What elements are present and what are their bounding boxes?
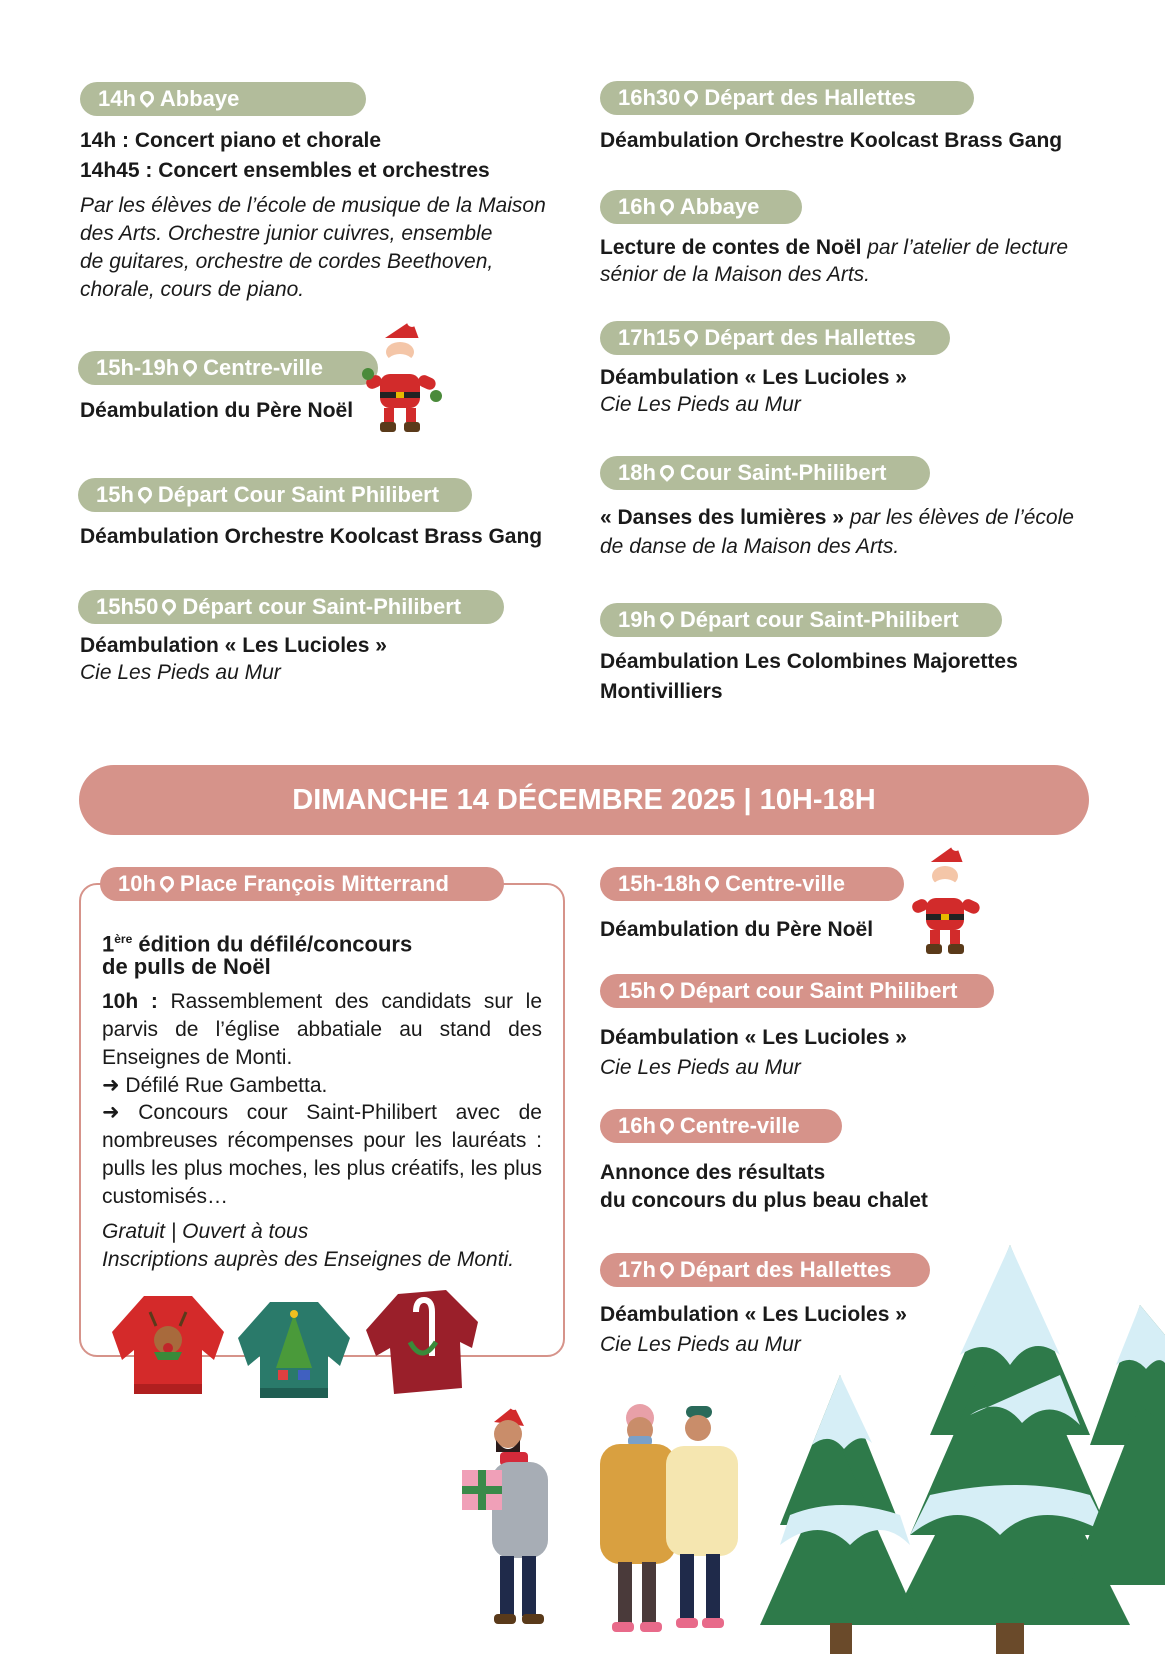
- couple-walking-illustration: [590, 1396, 750, 1642]
- event-sub: de danse de la Maison des Arts.: [600, 535, 900, 558]
- tag-time: 19h: [618, 607, 656, 632]
- tag-15h-18h-centre-ville: [600, 867, 904, 901]
- para-time: 10h :: [102, 990, 158, 1013]
- sweater-candy-cane-illustration: [358, 1286, 486, 1400]
- event-title: [600, 504, 1074, 532]
- contest-para-3: ➜ Concours cour Saint-Philibert avec de nombreuses récompenses pour les lauréats : pulls les plus moches, les plus créatifs, les plus customisés…: [102, 1101, 542, 1208]
- location-pin-icon: [657, 1115, 677, 1135]
- sweater-tree-illustration: [232, 1298, 356, 1402]
- contest-para-2: ➜ Défilé Rue Gambetta.: [102, 1074, 328, 1097]
- title-sup: ère: [114, 932, 133, 946]
- tag-time: 17h: [618, 1257, 656, 1282]
- location-pin-icon: [657, 196, 677, 216]
- contest-para-1: [102, 988, 542, 1072]
- tag-place: Place François Mitterrand: [179, 871, 449, 896]
- tag-time: 14h: [98, 86, 136, 111]
- tag-place: Centre-ville: [679, 1113, 800, 1138]
- tag-time: 15h: [96, 482, 134, 507]
- contest-free: Gratuit | Ouvert à tous: [102, 1220, 309, 1243]
- event-title: Déambulation « Les Lucioles »: [600, 1026, 907, 1049]
- tag-18h-cour-saint-philibert: [600, 456, 930, 490]
- tag-place: Départ des Hallettes: [704, 85, 916, 110]
- event-sub: Cie Les Pieds au Mur: [600, 1333, 801, 1356]
- event-line: Montivilliers: [600, 680, 723, 703]
- tag-16h30-depart-des-hallettes: [600, 81, 974, 115]
- santa-illustration: [908, 842, 988, 958]
- tag-15h50-depart-cour-saint-philibert: [78, 590, 504, 624]
- location-pin-icon: [657, 980, 677, 1000]
- tag-time: 16h30: [618, 85, 681, 110]
- event-title: [600, 234, 1068, 262]
- event-line: Annonce des résultats: [600, 1161, 826, 1184]
- event-desc: des Arts. Orchestre junior cuivres, ensemble: [80, 222, 493, 245]
- location-pin-icon: [657, 462, 677, 482]
- event-title: Déambulation « Les Lucioles »: [80, 634, 387, 657]
- tag-time: 16h: [618, 1113, 656, 1138]
- event-title: Déambulation « Les Lucioles »: [600, 366, 907, 389]
- event-sub: Cie Les Pieds au Mur: [80, 661, 281, 684]
- tag-17h15-depart-des-hallettes: [600, 321, 950, 355]
- location-pin-icon: [657, 609, 677, 629]
- event-desc: chorale, cours de piano.: [80, 278, 305, 301]
- location-pin-icon: [157, 873, 177, 893]
- event-sub: sénior de la Maison des Arts.: [600, 263, 871, 286]
- location-pin-icon: [702, 873, 722, 893]
- event-title: Déambulation « Les Lucioles »: [600, 1303, 907, 1326]
- sunday-date-banner: DIMANCHE 14 DÉCEMBRE 2025 | 10H-18H: [79, 765, 1089, 835]
- santa-illustration: [362, 318, 444, 438]
- tag-time: 16h: [618, 194, 656, 219]
- tag-place: Départ cour Saint Philibert: [679, 978, 958, 1003]
- location-pin-icon: [657, 1259, 677, 1279]
- tag-15h-depart-cour-saint-philibert: [78, 478, 472, 512]
- location-pin-icon: [135, 484, 155, 504]
- tag-16h-abbaye: [600, 190, 802, 224]
- tag-15h-19h-centre-ville: [78, 351, 378, 385]
- location-pin-icon: [681, 327, 701, 347]
- tag-place: Centre-ville: [203, 355, 323, 380]
- tag-time: 17h15: [618, 325, 681, 350]
- event-title-rest: par l’atelier de lecture: [861, 236, 1069, 259]
- tag-time: 15h: [618, 978, 656, 1003]
- event-desc: de guitares, orchestre de cordes Beethoven,: [80, 250, 494, 273]
- tag-place: Abbaye: [159, 86, 240, 111]
- tag-16h-centre-ville: [600, 1109, 842, 1143]
- tag-place: Abbaye: [679, 194, 760, 219]
- event-line: du concours du plus beau chalet: [600, 1189, 928, 1212]
- tag-15h-depart-cour-saint-philibert: [600, 974, 994, 1008]
- tag-14h-abbaye: [80, 82, 366, 116]
- tag-place: Centre-ville: [725, 871, 845, 896]
- contest-signup: Inscriptions auprès des Enseignes de Monti.: [102, 1248, 515, 1271]
- event-line: Déambulation Les Colombines Majorettes: [600, 650, 1018, 673]
- event-title: Déambulation Orchestre Koolcast Brass Gang: [80, 525, 543, 548]
- location-pin-icon: [159, 596, 179, 616]
- event-sub: Cie Les Pieds au Mur: [600, 393, 801, 416]
- person-with-gift-illustration: [458, 1400, 568, 1630]
- tag-place: Cour Saint-Philibert: [679, 460, 887, 485]
- event-title: Déambulation Orchestre Koolcast Brass Gang: [600, 129, 1063, 152]
- sweater-reindeer-illustration: [106, 1290, 230, 1398]
- tag-19h-depart-cour-saint-philibert: [600, 603, 1002, 637]
- tag-place: Départ cour Saint-Philibert: [182, 594, 462, 619]
- tag-time: 15h-19h: [96, 355, 180, 380]
- contest-title-2: de pulls de Noël: [102, 954, 271, 979]
- tag-place: Départ cour Saint-Philibert: [679, 607, 959, 632]
- tag-time: 10h: [118, 871, 156, 896]
- event-title-bold: Lecture de contes de Noël: [600, 236, 862, 259]
- snowy-trees-illustration: [760, 1245, 1165, 1654]
- event-sub: Cie Les Pieds au Mur: [600, 1056, 801, 1079]
- tag-place: Départ des Hallettes: [704, 325, 916, 350]
- tag-place: Départ des Hallettes: [679, 1257, 892, 1282]
- title-num: 1: [102, 931, 115, 957]
- event-title-rest: par les élèves de l’école: [843, 506, 1074, 529]
- tag-time: 18h: [618, 460, 656, 485]
- location-pin-icon: [681, 87, 701, 107]
- event-title: Déambulation du Père Noël: [600, 918, 874, 941]
- tag-place: Départ Cour Saint Philibert: [157, 482, 440, 507]
- event-line: 14h : Concert piano et chorale: [80, 129, 382, 152]
- event-desc: Par les élèves de l’école de musique de la Maison: [80, 194, 546, 217]
- tag-time: 15h-18h: [618, 871, 702, 896]
- title-a: édition du défilé/concours: [132, 931, 413, 957]
- event-title: Déambulation du Père Noël: [80, 399, 354, 422]
- location-pin-icon: [180, 357, 200, 377]
- tag-time: 15h50: [96, 594, 159, 619]
- location-pin-icon: [137, 88, 157, 108]
- event-line: 14h45 : Concert ensembles et orchestres: [80, 159, 490, 182]
- para-text: Rassemblement des candidats sur le parvis de l’église abbatiale au stand des Enseignes de Monti.: [102, 990, 543, 1069]
- tag-10h-place-francois-mitterrand: [100, 867, 504, 901]
- event-title-bold: « Danses des lumières »: [600, 506, 844, 529]
